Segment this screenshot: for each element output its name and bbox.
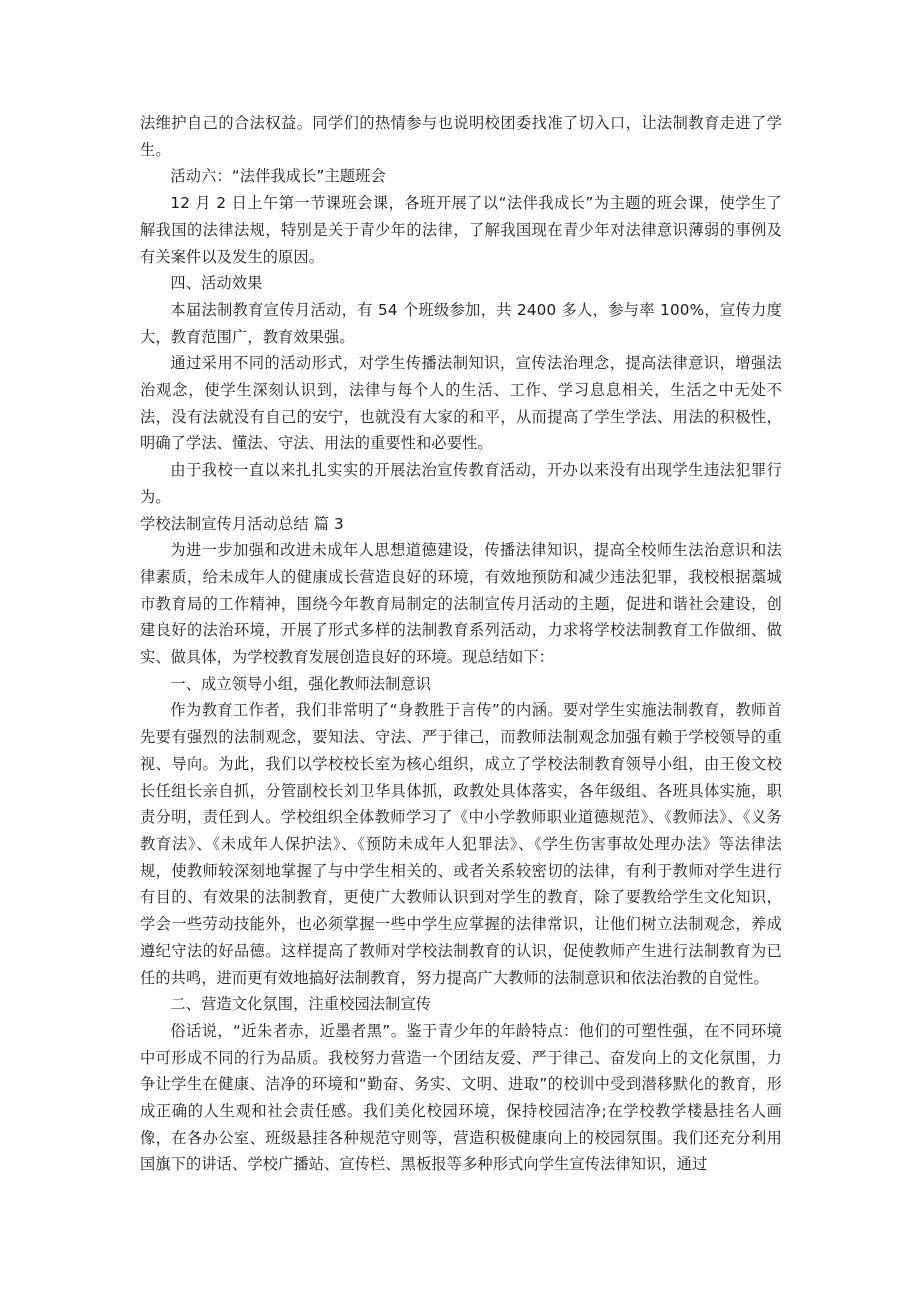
- paragraph: 为进一步加强和改进未成年人思想道德建设，传播法律知识，提高全校师生法治意识和法律素质，给未成年人的健康成长营造良好的环境，有效地预防和减少违法犯罪，我校根据藁城市教育局的工作精神，围绕今年教育局制定的法制宣传月活动的主题，促进和谐社会建设，创建良好的法治环境，开展了形式多样的法制教育系列活动，力求将学校法制教育工作做细、做实、做具体，为学校教育发展创造良好的环境。现总结如下：: [140, 541, 782, 667]
- paragraph: 活动六：“法伴我成长”主题班会: [170, 167, 386, 186]
- paragraph: 俗话说，“近朱者赤，近墨者黑”。鉴于青少年的年龄特点：他们的可塑性强，在不同环境中可形成不同的行为品质。我校努力营造一个团结友爱、严于律己、奋发向上的文化氛围，力争让学生在健康、洁净的环境和“勤奋、务实、文明、进取”的校训中受到潜移默化的教育，形成正确的人生观和社会责任感。我们美化校园环境，保持校园洁净;在学校教学楼悬挂名人画像，在各办公室、班级悬挂各种规范守则等，营造积极健康向上的校园氛围。我们还充分利用国旗下的讲话、学校广播站、宣传栏、黑板报等多种形式向学生宣传法律知识，通过: [140, 1021, 782, 1174]
- paragraph: 本届法制教育宣传月活动，有 54 个班级参加，共 2400 多人，参与率 100%，宣传力度大，教育范围广，教育效果强。: [140, 300, 782, 346]
- paragraph: 作为教育工作者，我们非常明了“身教胜于言传”的内涵。要对学生实施法制教育，教师首先要有强烈的法制观念，要知法、守法、严于律己，而教师法制观念加强有赖于学校领导的重视、导向。为此，我们以学校校长室为核心组织，成立了学校法制教育领导小组，由王俊文校长任组长亲自抓，分管副校长刘卫华具体抓，政教处具体落实，各年级组、各班具体实施，职责分明，责任到人。学校组织全体教师学习了《中小学教师职业道德规范》、《教师法》、《义务教育法》、《未成年人保护法》、《预防未成年人犯罪法》、《学生伤害事故处理办法》等法律法规，使教师较深刻地掌握了与中学生相关的、或者关系较密切的法律，有利于教师对学生进行有目的、有效果的法制教育，更使广大教师认识到对学生的教育，除了要教给学生文化知识，学会一些劳动技能外，也必须掌握一些中学生应掌握的法律常识，让他们树立法制观念，养成遵纪守法的好品德。这样提高了教师对学校法制教育的认识，促使教师产生进行法制教育为已任的共鸣，进而更有效地搞好法制教育，努力提高广大教师的法制意识和依法治教的自觉性。: [140, 701, 782, 987]
- paragraph: 二、营造文化氛围，注重校园法制宣传: [170, 995, 432, 1014]
- paragraph: 通过采用不同的活动形式，对学生传播法制知识，宣传法治理念，提高法律意识，增强法治观念，使学生深刻认识到，法律与每个人的生活、工作、学习息息相关，生活之中无处不法，没有法就没有自己的安宁，也就没有大家的和平，从而提高了学生学法、用法的积极性，明确了学法、懂法、守法、用法的重要性和必要性。: [140, 354, 782, 453]
- document-body: [140, 110, 782, 1178]
- paragraph: 法维护自己的合法权益。同学们的热情参与也说明校团委找准了切入口，让法制教育走进了学生。: [140, 114, 782, 159]
- paragraph: 由于我校一直以来扎扎实实的开展法治宣传教育活动，开办以来没有出现学生违法犯罪行为。: [140, 461, 782, 506]
- paragraph: 一、成立领导小组，强化教师法制意识: [170, 674, 432, 693]
- paragraph: 四、活动效果: [170, 274, 263, 293]
- paragraph: 学校法制宣传月活动总结 篇 3: [140, 514, 344, 533]
- paragraph: 12 月 2 日上午第一节课班会课，各班开展了以“法伴我成长”为主题的班会课，使学生了解我国的法律法规，特别是关于青少年的法律，了解我国现在青少年对法律意识薄弱的事例及有关案件以及发生的原因。: [140, 194, 782, 266]
